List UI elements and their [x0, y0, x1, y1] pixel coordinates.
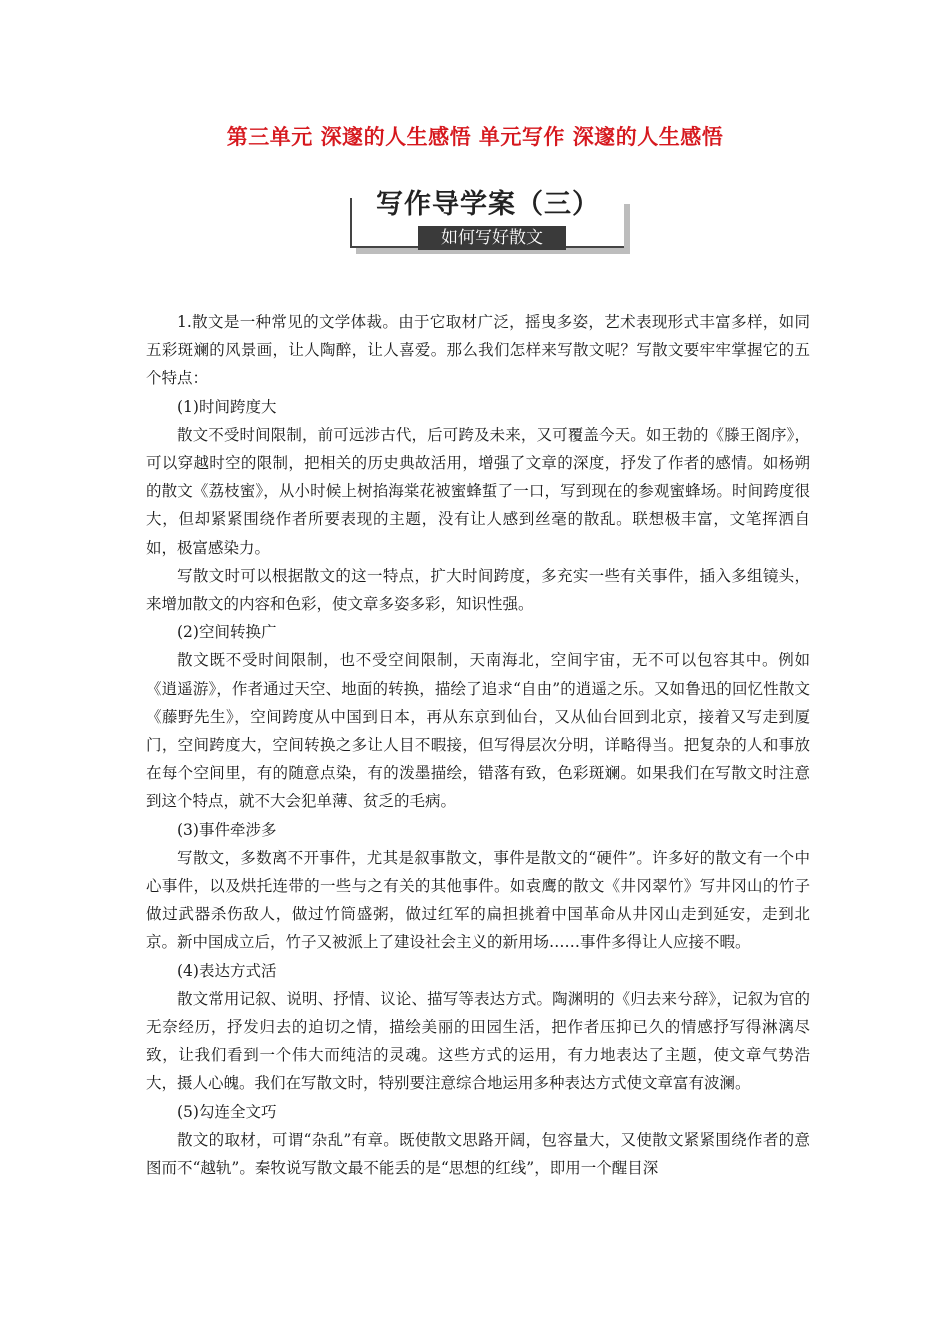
paragraph: 写散文时可以根据散文的这一特点，扩大时间跨度，多充实一些有关事件，插入多组镜头，来增加散文的内容和色彩，使文章多姿多彩，知识性强。 [146, 566, 810, 614]
heading-events: (3)事件牵涉多 [177, 820, 277, 839]
paragraph-intro: 1.散文是一种常见的文学体裁。由于它取材广泛，摇曳多姿，艺术表现形式丰富多样，如同五彩斑斓的风景画，让人陶醉，让人喜爱。那么我们怎样来写散文呢？写散文要牢牢掌握它的五个特点： [146, 313, 810, 388]
paragraph: 散文既不受时间限制，也不受空间限制，天南海北，空间宇宙，无不可以包容其中。例如《逍遥游》，作者通过天空、地面的转换，描绘了追求“自由”的逍遥之乐。又如鲁迅的回忆性散文《藤野先生》，空间跨度从中国到日本，再从东京到仙台，又从仙台回到北京，接着又写走到厦门，空间跨度大，空间转换之多让人目不暇接，但写得层次分明，详略得当。把复杂的人和事放在每个空间里，有的随意点染，有的泼墨描绘，错落有致，色彩斑斓。如果我们在写散文时注意到这个特点，就不大会犯单薄、贫乏的毛病。 [146, 651, 810, 811]
heading-time-span: (1)时间跨度大 [177, 397, 277, 416]
paragraph: 散文常用记叙、说明、抒情、议论、描写等表达方式。陶渊明的《归去来兮辞》，记叙为官的无奈经历，抒发归去的迫切之情，描绘美丽的田园生活，把作者压抑已久的情感抒写得淋漓尽致，让我们看到一个伟大而纯洁的灵魂。这些方式的运用，有力地表达了主题，使文章气势浩大，摄人心魄。我们在写散文时，特别要注意综合地运用多种表达方式使文章富有波澜。 [146, 989, 810, 1093]
paragraph: 散文不受时间限制，前可远涉古代，后可跨及未来，又可覆盖今天。如王勃的《滕王阁序》，可以穿越时空的限制，把相关的历史典故活用，增强了文章的深度，抒发了作者的感情。如杨朔的散文《荔枝蜜》，从小时候上树掐海棠花被蜜蜂蜇了一口，写到现在的参观蜜蜂场。时间跨度很大，但却紧紧围绕作者所要表现的主题，没有让人感到丝毫的散乱。联想极丰富，文笔挥洒自如，极富感染力。 [146, 425, 810, 557]
heading-expression: (4)表达方式活 [177, 961, 277, 980]
paragraph: 写散文，多数离不开事件，尤其是叙事散文，事件是散文的“硬件”。许多好的散文有一个中心事件，以及烘托连带的一些与之有关的其他事件。如袁鹰的散文《井冈翠竹》写井冈山的竹子做过武器杀伤敌人，做过竹筒盛粥，做过红军的扁担挑着中国革命从井冈山走到延安，走到北京。新中国成立后，竹子又被派上了建设社会主义的新用场……事件多得让人应接不暇。 [146, 848, 810, 952]
document-title: 第三单元 深邃的人生感悟 单元写作 深邃的人生感悟 [226, 125, 724, 149]
banner-subtitle: 如何写好散文 [418, 226, 566, 250]
banner-title: 写作导学案（三） [376, 189, 600, 220]
body-text [146, 308, 810, 1182]
section-banner [350, 180, 632, 256]
heading-linking: (5)勾连全文巧 [177, 1102, 277, 1121]
heading-space-shift: (2)空间转换广 [177, 623, 277, 642]
paragraph: 散文的取材，可谓“杂乱”有章。既使散文思路开阔，包容量大，又使散文紧紧围绕作者的意图而不“越轨”。秦牧说写散文最不能丢的是“思想的红线”，即用一个醒目深 [146, 1130, 810, 1178]
